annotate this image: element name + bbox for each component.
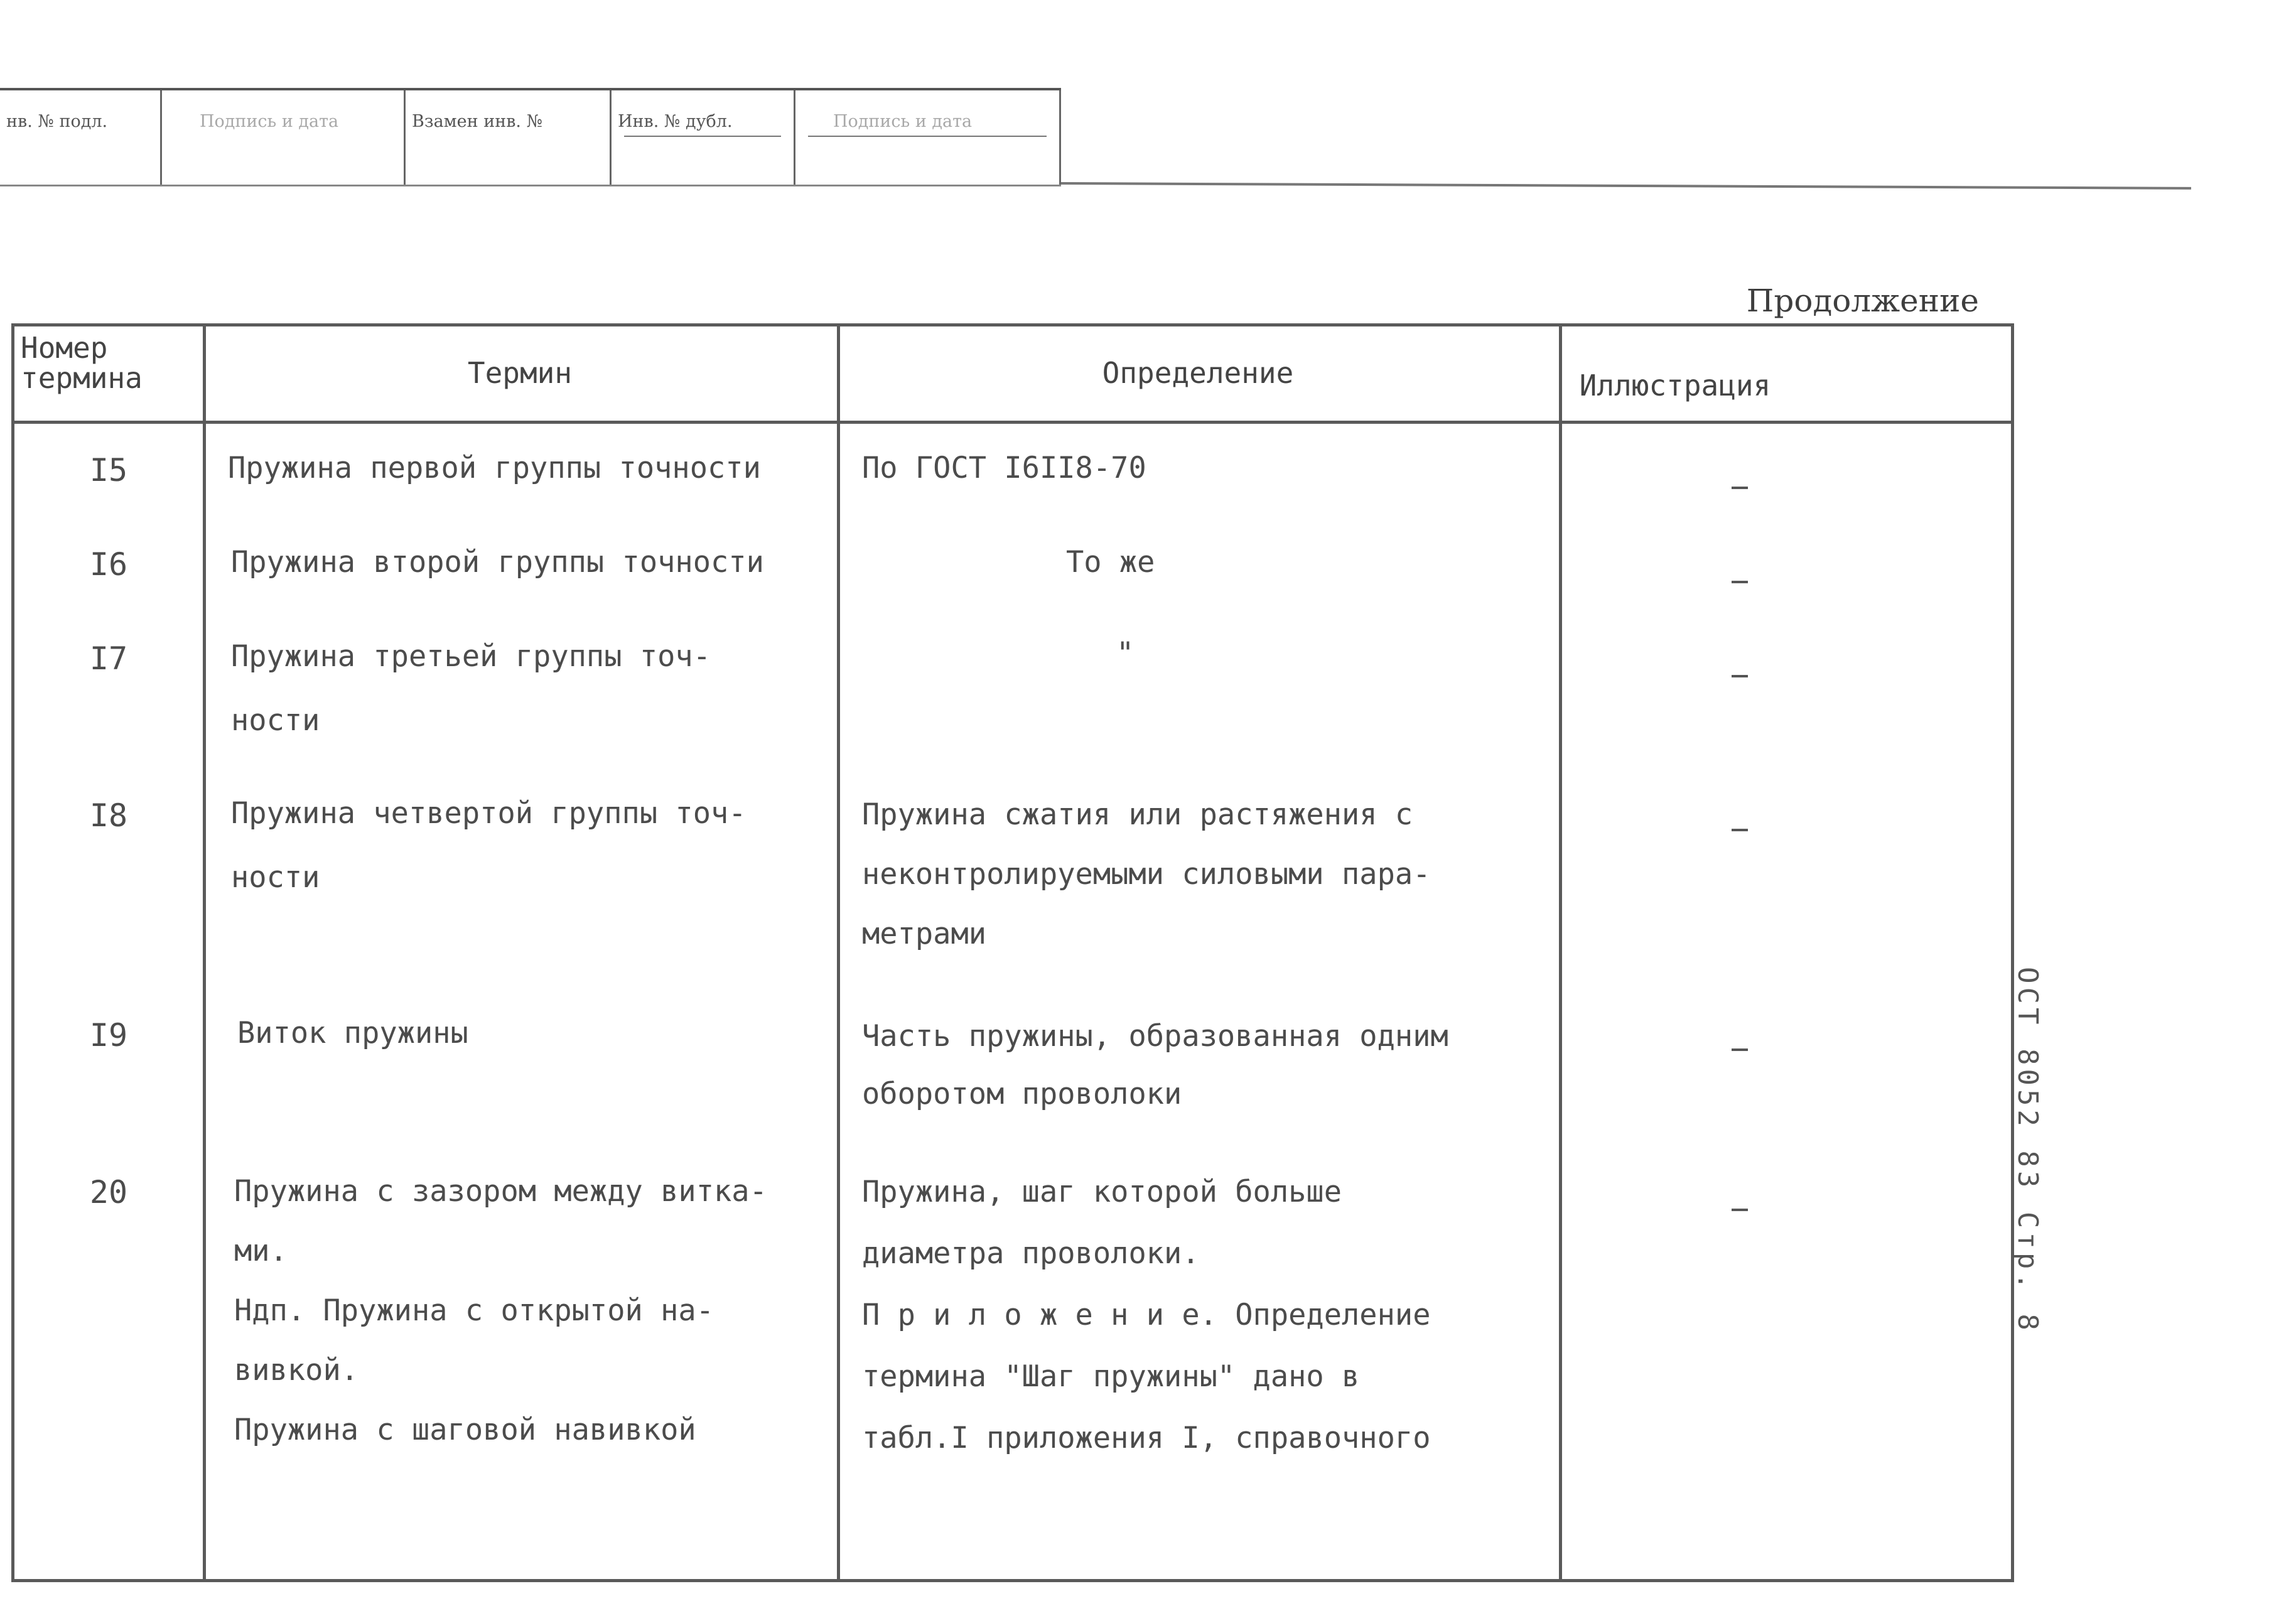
term-name: Пружина первой группы точности	[228, 451, 761, 485]
term-name: Пружина четвертой группы точ- ности	[231, 796, 746, 895]
term-name: Виток пружины	[237, 1016, 468, 1050]
header-divider	[14, 421, 2011, 424]
term-number: 20	[89, 1174, 128, 1210]
illustration-dash	[1732, 829, 1748, 831]
illustration-dash	[1732, 581, 1748, 583]
continuation-label: Продолжение	[1746, 283, 1979, 319]
illustration-dash	[1732, 1048, 1748, 1051]
stamp-cell-inv-podl: нв. № подл.	[0, 90, 162, 185]
terms-table	[11, 323, 2014, 1582]
illustration-dash	[1732, 487, 1748, 489]
stamp-cell-duplicate-inv: Инв. № дубл.	[612, 90, 795, 185]
term-name: Пружина с зазором между витка- ми. Ндп. Пружина с открытой на- вивкой. Пружина с шаговой навивкой	[234, 1174, 767, 1447]
header-definition: Определение	[1102, 356, 1294, 390]
illustration-dash	[1732, 1209, 1748, 1211]
term-number: I5	[89, 452, 128, 488]
side-document-code: ОСТ 8052 83 Стр. 8	[2012, 967, 2044, 1334]
stamp-cell-signature-date: Подпись и дата	[162, 90, 406, 185]
term-definition: "	[1116, 636, 1135, 671]
term-number: I9	[89, 1017, 128, 1054]
term-definition: Пружина, шаг которой больше диаметра проволоки. П р и л о ж е н и е. Определение термина "Шаг пружины" дано в табл.I приложения I, справочного	[862, 1175, 1431, 1455]
column-divider	[1559, 326, 1562, 1579]
column-divider	[837, 326, 840, 1579]
stamp-cell-signature-date-2: Подпись и дата	[795, 90, 1061, 185]
term-definition: По ГОСТ I6II8-70	[862, 451, 1146, 485]
header-illustration: Иллюстрация	[1579, 369, 1771, 402]
term-definition: Часть пружины, образованная одним оборотом проволоки	[862, 1019, 1448, 1111]
stamp-cell-replacement-inv: Взамен инв. №	[406, 90, 612, 185]
term-definition: Пружина сжатия или растяжения с неконтролируемыми силовыми пара- метрами	[862, 797, 1431, 951]
sheet-edge-line	[1061, 182, 2191, 190]
term-name: Пружина третьей группы точ- ности	[231, 639, 711, 738]
header-number: Номер термина	[21, 331, 143, 396]
stamp-strip	[0, 88, 1061, 186]
term-number: I7	[89, 640, 128, 677]
column-divider	[203, 326, 206, 1579]
term-name: Пружина второй группы точности	[231, 545, 764, 579]
illustration-dash	[1732, 675, 1748, 677]
term-number: I8	[89, 797, 128, 834]
term-definition: То же	[1066, 545, 1155, 579]
term-number: I6	[89, 546, 128, 583]
header-term: Термин	[467, 356, 573, 390]
